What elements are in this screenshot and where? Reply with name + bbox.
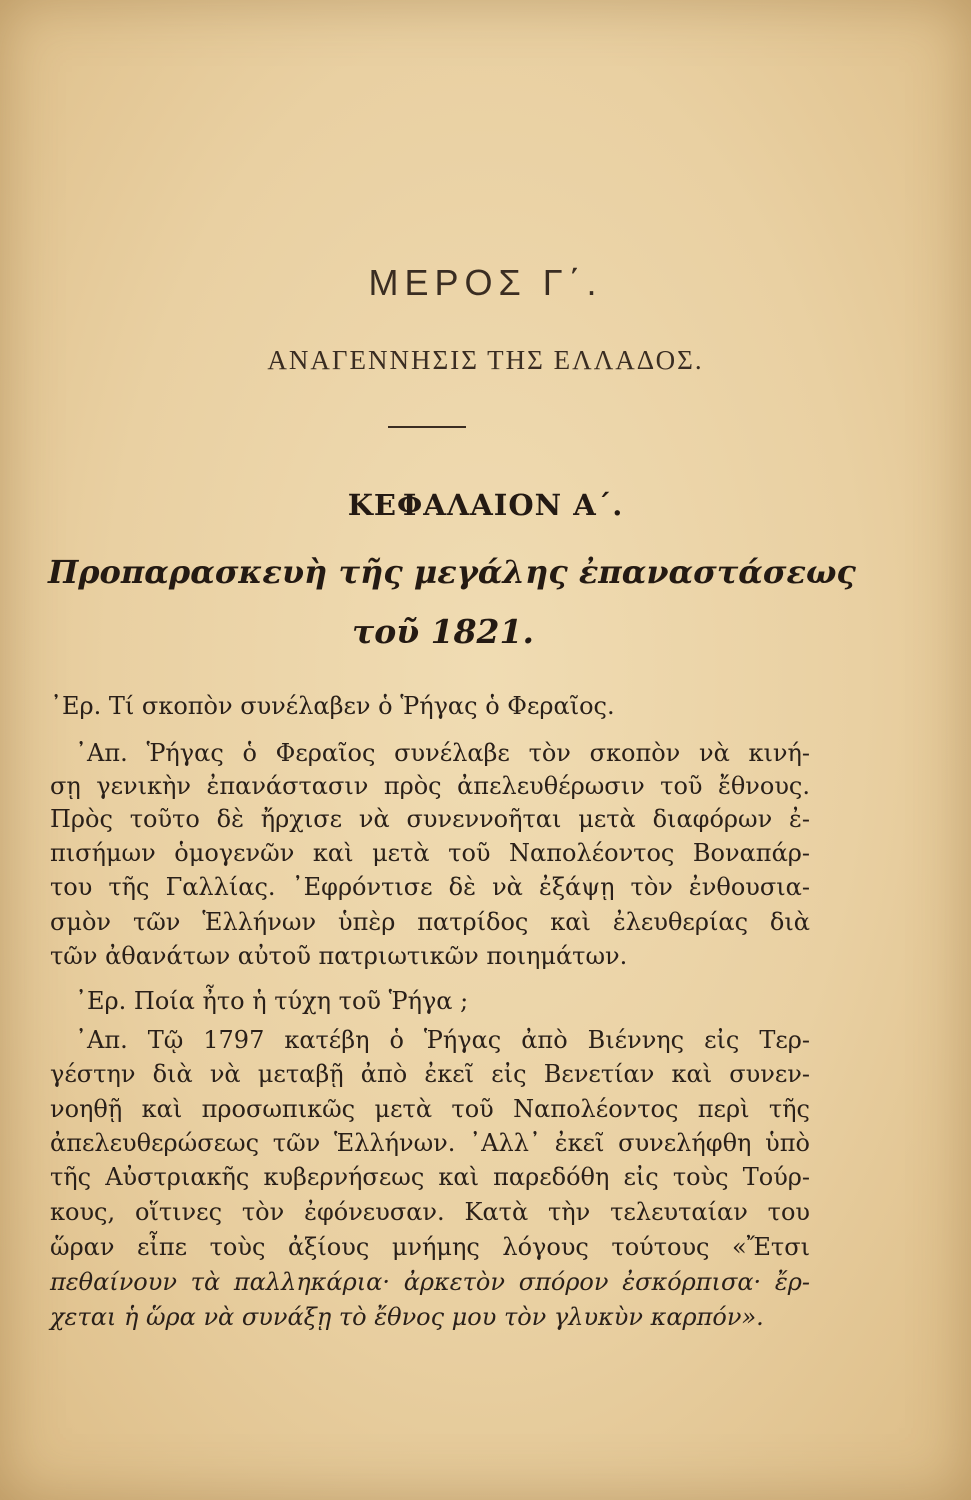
body-line: ᾿Ερ. Τί σκοπὸν συνέλαβεν ὁ Ῥήγας ὁ Φεραῖος.	[50, 692, 615, 720]
chapter-heading-line-1: Προπαρασκευὴ τῆς μεγάλης ἐπαναστάσεως	[48, 553, 856, 591]
body-line: πισήμων ὁμογενῶν καὶ μετὰ τοῦ Ναπολέοντος Βοναπάρ-	[50, 839, 810, 867]
body-line: ᾿Απ. Τῷ 1797 κατέβη ὁ Ῥήγας ἀπὸ Βιέννης εἰς Τερ-	[75, 1026, 810, 1054]
part-subtitle: ΑΝΑΓΕΝΝΗΣΙΣ ΤΗΣ ΕΛΛΑΔΟΣ.	[267, 345, 704, 375]
part-title: ΜΕΡΟΣ Γ΄.	[368, 262, 603, 303]
body-line: νοηθῇ καὶ προσωπικῶς μετὰ τοῦ Ναπολέοντος περὶ τῆς	[50, 1095, 810, 1123]
body-line: σμὸν τῶν Ἑλλήνων ὑπὲρ πατρίδος καὶ ἐλευθερίας διὰ	[50, 908, 810, 936]
body-line: γέστην διὰ νὰ μεταβῇ ἀπὸ ἐκεῖ εἰς Βενετίαν καὶ συνεν-	[50, 1060, 810, 1088]
chapter-heading-line-2: τοῦ 1821.	[352, 612, 534, 651]
body-line: σῃ γενικὴν ἐπανάστασιν πρὸς ἀπελευθέρωσιν τοῦ ἔθνους.	[50, 772, 810, 800]
body-line: χεται ἡ ὥρα νὰ συνάξῃ τὸ ἔθνος μου τὸν γλυκὺν καρπόν».	[50, 1303, 764, 1331]
body-line: τῶν ἀθανάτων αὐτοῦ πατριωτικῶν ποιημάτων.	[50, 942, 628, 970]
body-line: του τῆς Γαλλίας. ᾿Εφρόντισε δὲ νὰ ἐξάψῃ τὸν ἐνθουσια-	[50, 873, 810, 901]
body-line: ὥραν εἶπε τοὺς ἀξίους μνήμης λόγους τούτους «Ἔτσι	[50, 1233, 810, 1261]
body-line: ᾿Ερ. Ποία ἦτο ἡ τύχη τοῦ Ῥήγα ;	[75, 987, 469, 1015]
divider	[388, 426, 466, 428]
body-line: Πρὸς τοῦτο δὲ ἤρχισε νὰ συνεννοῆται μετὰ διαφόρων ἐ-	[50, 805, 810, 833]
body-line: ἀπελευθερώσεως τῶν Ἑλλήνων. ᾿Αλλ᾿ ἐκεῖ συνελήφθη ὑπὸ	[50, 1129, 810, 1157]
body-line: τῆς Αὐστριακῆς κυβερνήσεως καὶ παρεδόθη εἰς τοὺς Τούρ-	[50, 1163, 810, 1191]
chapter-title: ΚΕΦΑΛΑΙΟΝ Α΄.	[347, 488, 624, 522]
body-line: ᾿Απ. Ῥήγας ὁ Φεραῖος συνέλαβε τὸν σκοπὸν νὰ κινή-	[75, 739, 810, 767]
body-line: κους, οἵτινες τὸν ἐφόνευσαν. Κατὰ τὴν τελευταίαν του	[50, 1198, 810, 1226]
body-line: πεθαίνουν τὰ παλληκάρια· ἀρκετὸν σπόρον ἐσκόρπισα· ἔρ-	[50, 1268, 810, 1296]
